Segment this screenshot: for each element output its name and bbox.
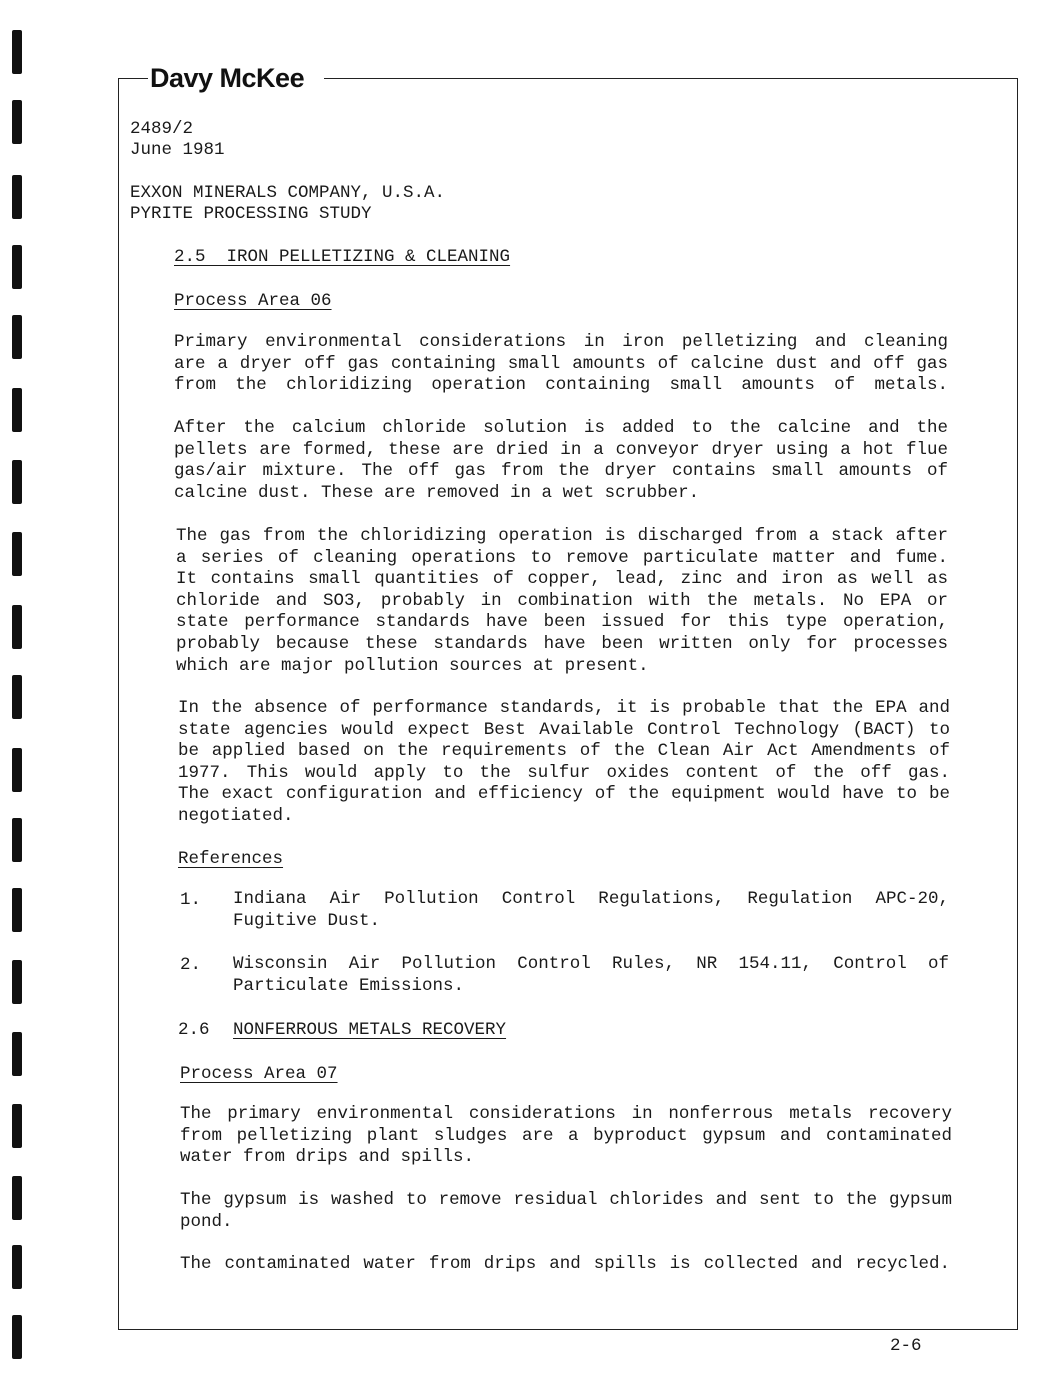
frame-top-rule: [324, 78, 1018, 79]
text-line: negotiated.: [178, 805, 294, 826]
doc-date: June 1981: [130, 140, 225, 160]
text-line: Primary environmental considerations in iron pelletizing and cleaning: [174, 332, 948, 352]
text-line: The primary environmental considerations in nonferrous metals recovery: [180, 1104, 952, 1124]
text-line: gas/air mixture. The off gas from the dryer contains small amounts of: [174, 461, 948, 482]
text-line: are a dryer off gas containing small amounts of calcine dust and off gas: [174, 353, 948, 374]
doc-number: 2489/2: [130, 119, 194, 139]
binder-hole: [12, 605, 22, 649]
paragraph: [174, 418, 948, 504]
binder-hole: [12, 1245, 22, 1289]
paragraph: [176, 526, 948, 677]
paragraph: [180, 1104, 952, 1169]
text-line: Indiana Air Pollution Control Regulations, Regulation APC-20,: [233, 889, 949, 909]
paragraph: [180, 1190, 952, 1233]
text-line: The gypsum is washed to remove residual chlorides and sent to the gypsum: [180, 1190, 952, 1210]
binder-hole: [12, 748, 22, 792]
text-line: a series of cleaning operations to remove particulate matter and fume.: [176, 547, 948, 568]
text-line: state performance standards have been issued for this type operation,: [176, 612, 948, 633]
text-line: chloride and SO3, probably in combination with the metals. No EPA or: [176, 590, 948, 611]
process-area-heading: Process Area 06: [174, 291, 332, 311]
binder-hole: [12, 675, 22, 719]
text-line: be applied based on the requirements of the Clean Air Act Amendments of: [178, 741, 950, 762]
text-line: state agencies would expect Best Available Control Technology (BACT) to: [178, 719, 950, 740]
text-line: which are major pollution sources at present.: [176, 655, 649, 676]
binder-hole: [12, 30, 22, 74]
reference-item: [233, 889, 949, 932]
text-line: pond.: [180, 1211, 233, 1232]
reference-number: 1.: [180, 890, 202, 910]
frame-top-rule: [118, 78, 148, 79]
text-line: from the chloridizing operation containing small amounts of metals.: [174, 375, 948, 396]
study-title: PYRITE PROCESSING STUDY: [130, 204, 372, 224]
binder-hole: [12, 888, 22, 932]
references-heading: References: [178, 849, 284, 869]
binder-hole: [12, 818, 22, 862]
paragraph: [178, 698, 950, 828]
text-line: It contains small quantities of copper, lead, zinc and iron as well as: [176, 569, 948, 590]
section-heading: 2.5 IRON PELLETIZING & CLEANING: [174, 247, 511, 267]
text-line: After the calcium chloride solution is added to the calcine and the: [174, 418, 948, 438]
binder-hole: [12, 1315, 22, 1359]
page-number: 2-6: [890, 1336, 922, 1356]
binder-hole: [12, 1176, 22, 1220]
binder-hole: [12, 1032, 22, 1076]
binder-hole: [12, 315, 22, 359]
client-name: EXXON MINERALS COMPANY, U.S.A.: [130, 183, 446, 203]
section-number: 2.6: [178, 1020, 210, 1040]
text-line: water from drips and spills.: [180, 1147, 475, 1168]
binder-hole: [12, 388, 22, 432]
reference-item: [233, 954, 949, 997]
company-logo: Davy McKee: [150, 63, 305, 93]
text-line: Particulate Emissions.: [233, 975, 465, 996]
text-line: In the absence of performance standards, it is probable that the EPA and: [178, 698, 950, 718]
text-line: pellets are formed, these are dried in a conveyor dryer using a hot flue: [174, 439, 948, 460]
text-line: Fugitive Dust.: [233, 910, 381, 931]
paragraph: [180, 1254, 950, 1276]
section-heading: NONFERROUS METALS RECOVERY: [233, 1020, 507, 1040]
binder-hole: [12, 1104, 22, 1148]
text-line: The contaminated water from drips and spills is collected and recycled.: [180, 1254, 950, 1274]
text-line: 1977. This would apply to the sulfur oxides content of the off gas.: [178, 762, 950, 783]
text-line: Wisconsin Air Pollution Control Rules, NR 154.11, Control of: [233, 954, 949, 974]
text-line: The gas from the chloridizing operation is discharged from a stack after: [176, 526, 948, 546]
binder-hole: [12, 100, 22, 144]
text-line: from pelletizing plant sludges are a byproduct gypsum and contaminated: [180, 1125, 952, 1146]
binder-hole: [12, 245, 22, 289]
text-line: probably because these standards have been written only for processes: [176, 633, 948, 654]
reference-number: 2.: [180, 955, 202, 975]
binder-hole: [12, 960, 22, 1004]
binder-hole: [12, 175, 22, 219]
binder-hole: [12, 460, 22, 504]
text-line: calcine dust. These are removed in a wet scrubber.: [174, 482, 700, 503]
text-line: The exact configuration and efficiency of the equipment would have to be: [178, 784, 950, 805]
process-area-heading: Process Area 07: [180, 1064, 338, 1084]
binder-hole: [12, 532, 22, 576]
paragraph: [174, 332, 948, 397]
